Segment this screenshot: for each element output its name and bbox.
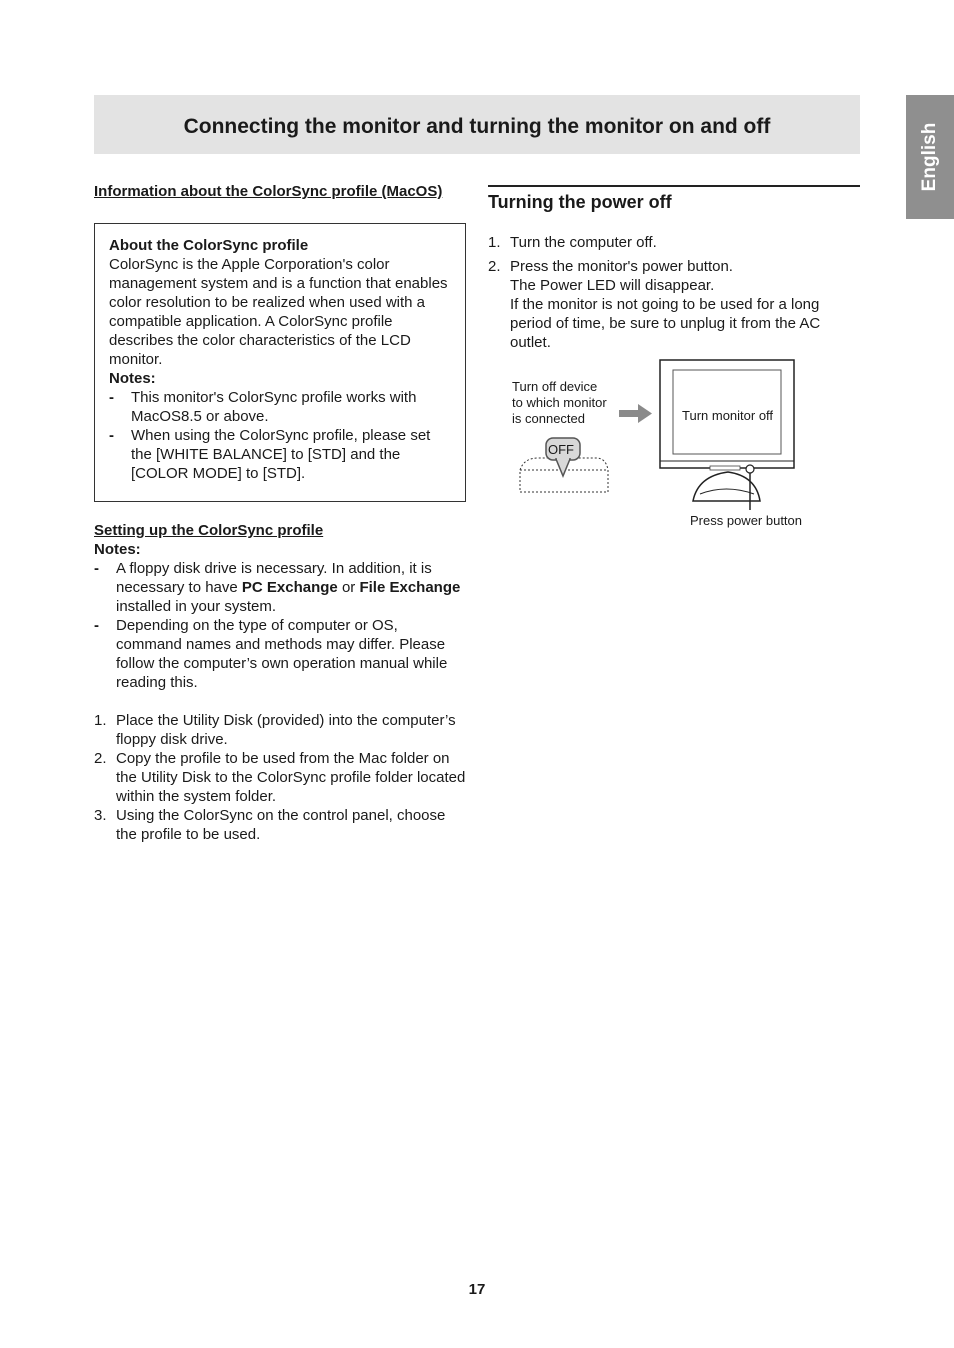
setup-steps xyxy=(94,711,466,844)
colorsync-info-box xyxy=(94,223,466,502)
device-label-line-3: is connected xyxy=(512,411,585,426)
list-item: 1. Turn the computer off. xyxy=(488,234,657,251)
left-column xyxy=(94,182,466,844)
right-column xyxy=(488,185,860,352)
box-notes-label: Notes: xyxy=(109,370,156,387)
setup-notes-list xyxy=(94,559,466,692)
language-tab xyxy=(906,95,954,219)
power-off-diagram xyxy=(488,358,860,538)
box-body: ColorSync is the Apple Corporation's color management system and is a function that enables color resolution to be realized when used with a compatible application. A ColorSync profile describes the color characteristics of the LCD monitor. xyxy=(109,256,448,368)
arrow-right-icon xyxy=(619,404,652,423)
list-item: 2. Press the monitor's power button. The Power LED will disappear. If the monitor is not going to be used for a long period of time, be sure to unplug it from the AC outlet. xyxy=(488,258,821,351)
device-label-line-1: Turn off device xyxy=(512,379,598,394)
list-item: - A floppy disk drive is necessary. In addition, it is necessary to have PC Exchange or File Exchange installed in your system. xyxy=(94,559,466,616)
list-item: 1. Place the Utility Disk (provided) into the computer’s floppy disk drive. xyxy=(94,712,456,748)
list-item: - When using the ColorSync profile, please set the [WHITE BALANCE] to [STD] and the [COLOR MODE] to [STD]. xyxy=(109,426,451,483)
page-number: 17 xyxy=(468,1281,486,1298)
off-label: OFF xyxy=(548,442,574,457)
monitor-icon xyxy=(660,360,794,510)
power-button-label: Press power button xyxy=(690,513,803,528)
setup-heading: Setting up the ColorSync profile xyxy=(94,522,324,539)
box-title: About the ColorSync profile xyxy=(109,237,309,254)
section-rule xyxy=(488,185,860,213)
list-item: - Depending on the type of computer or OS, command names and methods may differ. Please follow the computer’s own operation manual while reading this. xyxy=(94,616,466,692)
device-label-line-2: to which monitor xyxy=(512,395,607,410)
page-title: Connecting the monitor and turning the monitor on and off xyxy=(183,115,771,138)
info-heading: Information about the ColorSync profile (MacOS) xyxy=(94,183,443,200)
setup-notes-label: Notes: xyxy=(94,541,141,558)
power-button-icon xyxy=(746,465,754,473)
header-bar xyxy=(94,95,860,154)
box-notes-list xyxy=(109,388,451,483)
section-title: Turning the power off xyxy=(488,192,672,212)
screen-label: Turn monitor off xyxy=(682,408,774,423)
list-item: - This monitor's ColorSync profile works with MacOS8.5 or above. xyxy=(109,388,451,426)
power-off-steps xyxy=(488,233,860,352)
language-tab-label: English xyxy=(919,122,940,192)
list-item: 2. Copy the profile to be used from the Mac folder on the Utility Disk to the ColorSync profile folder located within the system folder. xyxy=(94,750,466,805)
list-item: 3. Using the ColorSync on the control panel, choose the profile to be used. xyxy=(94,807,446,843)
